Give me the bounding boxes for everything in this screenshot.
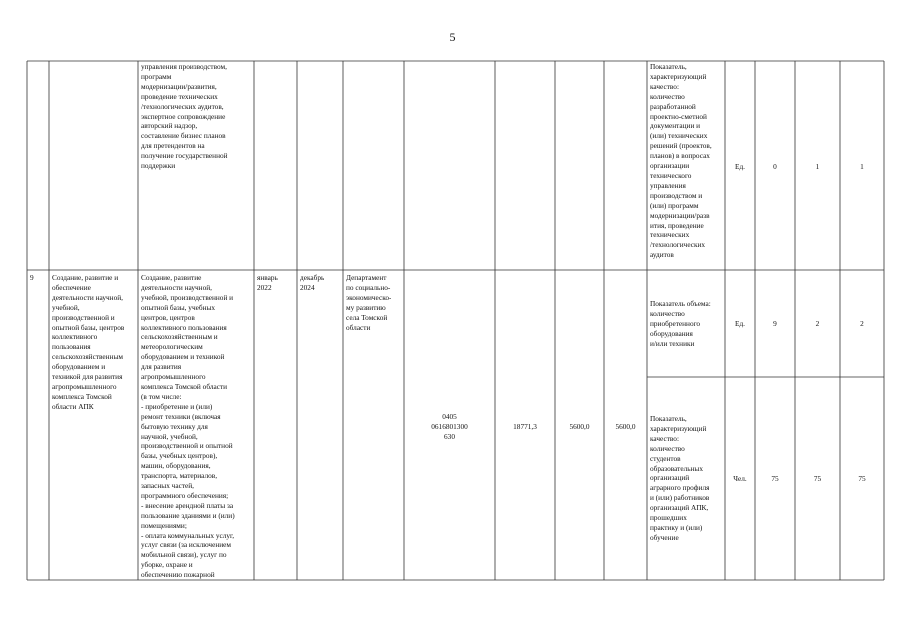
quality-unit: Чел. (733, 474, 747, 483)
quality-value-2023: 75 (813, 474, 822, 483)
volume-indicator: Показатель объема: количество приобретенного оборудования и/или техники (650, 299, 711, 348)
volume-value-2024: 2 (860, 319, 864, 328)
volume-value-2022: 9 (773, 319, 777, 328)
sum-year-2: 5600,0 (615, 422, 636, 431)
quality-indicator-students: Показатель, характеризующий качество: количество студентов образовательных организаций аграрного профиля и (или) работников организаций АПК, прошедших практику и (или) обучение (650, 414, 710, 542)
event-activity: Создание, развитие деятельности научной, учебной, производственной и опытной базы, учебных центров, центров коллективного пользования сельскохозяйственным и метеорологическим оборудованием и техникой для развития агропромышленного комплекса Томской области (в том числе: - приобретение и (или) ремонт техники (включая бытовую технику для научной, учебной, производственной и опытной базы, учебных центров), машин, оборудования, транспорта, материалов, запасных частей, программного обеспечения; - внесение арендной платы за пользование зданиями и (или) помещениями; - оплата коммунальных услуг, услуг связи (за исключением мобильной связи), услуг по уборке, охране и обеспечению пожарной (141, 273, 235, 580)
executor: Департамент по социально- экономическо- му развитию села Томской области (346, 273, 392, 332)
page-number: 5 (449, 30, 456, 44)
end-date: декабрь 2024 (300, 273, 325, 292)
volume-value-2023: 2 (815, 319, 820, 328)
quality-indicator-docs: Показатель, характеризующий качество: количество разработанной проектно-сметной документации и (или) технических решений (проектов, планов) в вопросах организации технического управления производством и (или) программ модернизации/разв ития, проведение технических /технологических аудитов (650, 62, 712, 260)
unit-cell: Ед. (735, 162, 745, 171)
continued-activity-text: управления производством, программ модернизации/развития, проведение технических /технологических аудитов, экспертное сопровождение авторский надзор, составление бизнес планов для претендентов на получение государственной поддержки (141, 62, 228, 171)
quality-value-2024: 75 (858, 474, 866, 483)
event-name: Создание, развитие и обеспечение деятельности научной, учебной, производственной и опытной базы, центров коллективного пользования сельскохозяйственным оборудованием и техникой для развития агропромышленного комплекса Томской области АПК (52, 273, 125, 411)
quality-value-2022: 75 (771, 474, 779, 483)
value-2022: 0 (773, 162, 777, 171)
value-2024: 1 (860, 162, 864, 171)
sum-total: 18771,3 (513, 422, 537, 431)
value-2023: 1 (815, 162, 820, 171)
sum-year-1: 5600,0 (569, 422, 590, 431)
volume-unit: Ед. (735, 319, 745, 328)
budget-code: 0405 0616801300 630 (431, 412, 468, 441)
row-number: 9 (30, 273, 34, 282)
start-date: январь 2022 (257, 273, 278, 292)
